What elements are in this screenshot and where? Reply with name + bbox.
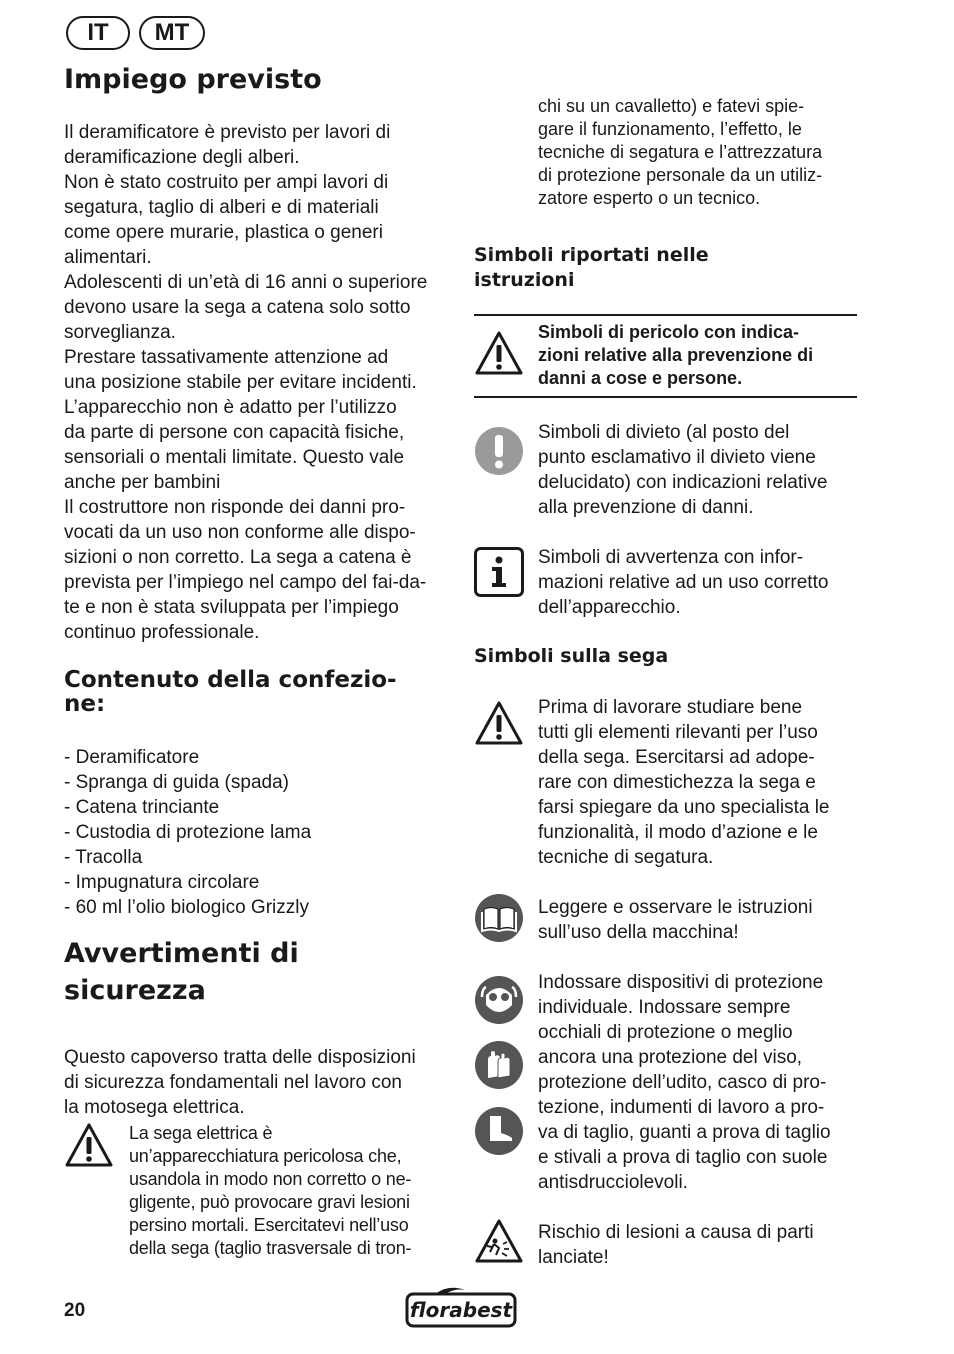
package-item: - 60 ml l’olio biologico Grizzly <box>64 897 309 918</box>
info-symbol-text: Simboli di avvertenza con infor- mazioni relative ad un uso corretto dell’apparecchio. <box>538 547 829 618</box>
package-item: - Tracolla <box>64 847 143 868</box>
safety-heading: Avvertimenti di sicurezza <box>64 938 299 1006</box>
divider <box>474 396 857 398</box>
package-list <box>64 745 311 920</box>
divider <box>474 314 857 316</box>
brand-name: florabest <box>409 1298 513 1322</box>
instr-symbols-heading: Simboli riportati nelle istruzioni <box>474 244 709 291</box>
package-item: - Impugnatura circolare <box>64 872 260 893</box>
study-symbol-text: Prima di lavorare studiare bene tutti gli elementi rilevanti per l’uso della sega. Esercitarsi ad adope- rare con dimestichezza la sega e farsi spiegare da uno specialista le funzionalità, il modo d’azione e le tecniche di segatura. <box>538 697 830 868</box>
danger-symbol-text: Simboli di pericolo con indica- zioni relative alla prevenzione di danni a cose e persone. <box>538 322 814 388</box>
warning-triangle-icon <box>64 1122 114 1168</box>
warning-triangle-icon <box>474 700 524 746</box>
face-protection-icon <box>474 975 524 1025</box>
read-symbol-text: Leggere e osservare le istruzioni sull’uso della macchina! <box>538 897 813 943</box>
danger-triangle-icon <box>474 330 524 376</box>
package-item: - Catena trinciante <box>64 797 220 818</box>
package-item: - Custodia di protezione lama <box>64 822 312 843</box>
gloves-icon <box>474 1040 524 1090</box>
ppe-symbol-text: Indossare dispositivi di protezione individuale. Indossare sempre occhiali di protezione o meglio ancora una protezione del viso, protezione dell’udito, casco di pro- tezione, indumenti di lavoro a pro- va di taglio, guanti a prova di taglio e stivali a prova di taglio con suole antisdrucciolevoli. <box>538 972 831 1193</box>
safety-intro: Questo capoverso tratta delle disposizioni di sicurezza fondamentali nel lavoro con la motosega elettrica. <box>64 1047 416 1118</box>
read-manual-icon <box>474 893 524 943</box>
package-item: - Spranga di guida (spada) <box>64 772 289 793</box>
lang-badge-it: IT <box>66 16 130 50</box>
boots-icon <box>474 1106 524 1156</box>
safety-warning-text: La sega elettrica è un’apparecchiatura pericolosa che, usandola in modo non corretto o ne- gligente, può provocare gravi lesioni persino mortali. Esercitatevi nell’uso della sega (taglio trasversale di tron- <box>129 1123 412 1258</box>
florabest-logo-icon <box>405 1284 517 1328</box>
package-heading: Contenuto della confezio- ne: <box>64 667 397 717</box>
thrown-parts-symbol-text: Rischio di lesioni a causa di parti lanciate! <box>538 1222 814 1268</box>
prohibition-symbol-text: Simboli di divieto (al posto del punto esclamativo il divieto viene delucidato) con indicazioni relative alla prevenzione di danni. <box>538 422 828 518</box>
thrown-parts-icon <box>474 1218 524 1264</box>
page-number: 20 <box>64 1300 86 1321</box>
intended-use-body: Il deramificatore è previsto per lavori di deramificazione degli alberi. Non è stato costruito per ampi lavori di segatura, taglio di alberi e di materiali come opere murarie, plastica o generi alimentari. Adolescenti di un’età di 16 anni o superiore devono usare la sega a catena solo sotto sorveglianza. Prestare tassativamente attenzione ad una posizione stabile per evitare incidenti. L’apparecchio non è adatto per l’utilizzo da parte di persone con capacità fisiche, sensoriali o mentali limitate. Questo vale anche per bambini Il costruttore non risponde dei danni pro- vocati da un uso non conforme alle dispo- sizioni o non corretto. La sega a catena è prevista per l’impiego nel campo del fai-da- te e non è stata sviluppata per l’impiego continuo professionale. <box>64 122 428 643</box>
brand-logo <box>405 1284 517 1328</box>
package-item: - Deramificatore <box>64 747 200 768</box>
intended-use-heading: Impiego previsto <box>64 64 322 95</box>
prohibition-icon <box>474 426 524 476</box>
info-icon <box>474 547 524 597</box>
saw-symbols-heading: Simboli sulla sega <box>474 645 669 667</box>
continued-text: chi su un cavalletto) e fatevi spie- gare il funzionamento, l’effetto, le tecniche di segatura e l’attrezzatura di protezione personale da un utiliz- zatore esperto o un tecnico. <box>538 96 823 208</box>
lang-badge-mt: MT <box>139 16 205 50</box>
